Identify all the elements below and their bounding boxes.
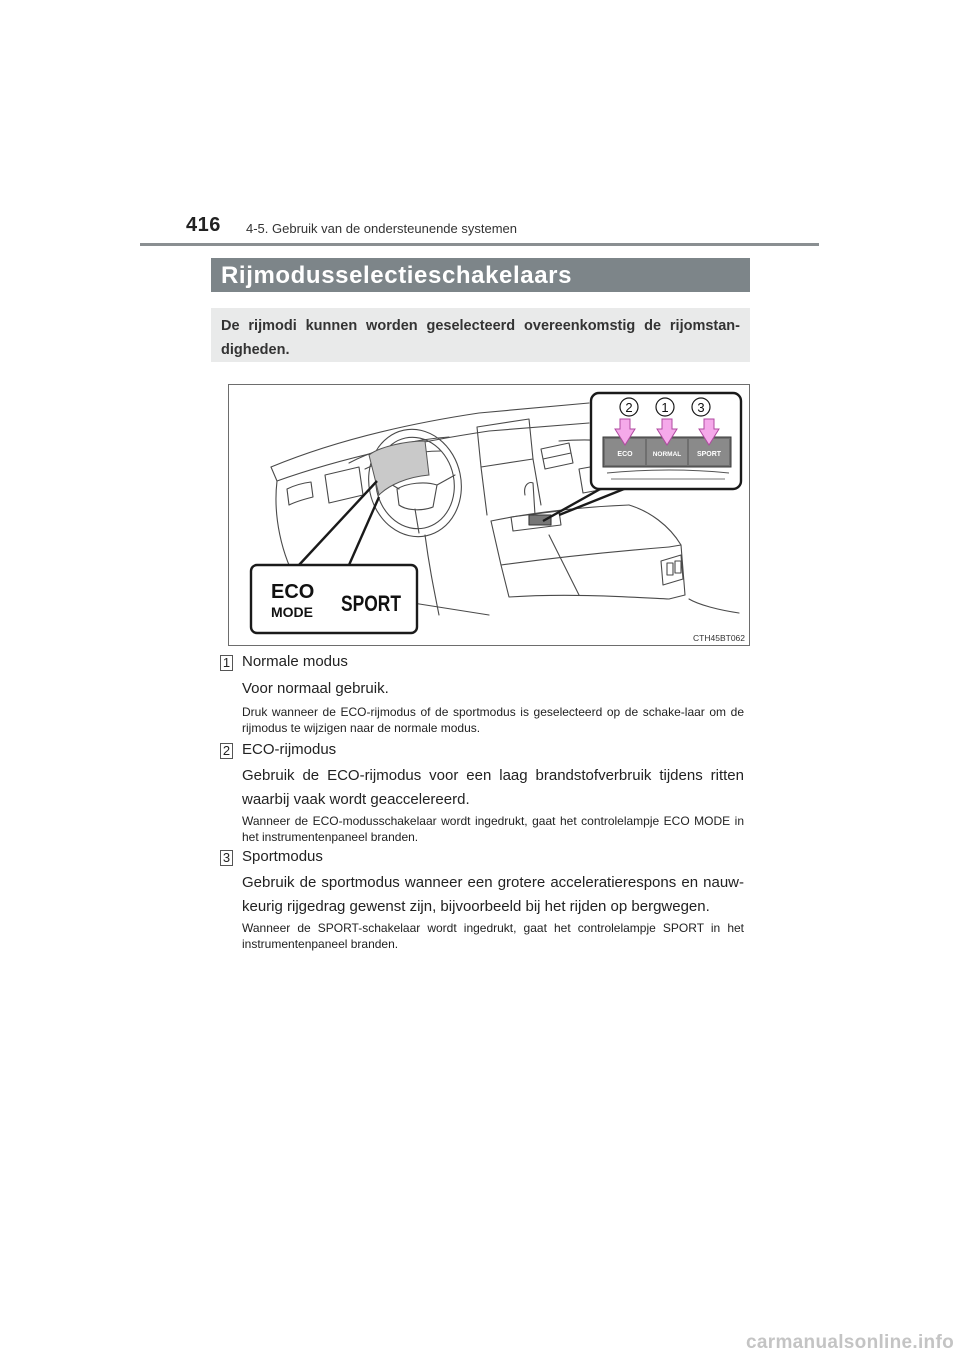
switch-label-normal: NORMAL (652, 451, 682, 458)
watermark: carmanualsonline.info (746, 1332, 954, 1353)
callout-1: 1 (661, 400, 669, 415)
running-head: 4-5. Gebruik van de ondersteunende systemen (246, 221, 518, 236)
item-lead-normal: Voor normaal gebruik. (242, 680, 389, 697)
intro-box (211, 308, 750, 362)
indicator-sport: SPORT (341, 591, 402, 616)
item-lead-eco: Gebruik de ECO-rijmodus voor een laag brandstofverbruik tijdens ritten waarbij vaak wordt geaccelereerd. (242, 767, 744, 808)
item-title-eco: ECO-rijmodus (242, 741, 337, 758)
item-marker-3: 3 (220, 850, 233, 866)
switch-label-eco: ECO (617, 451, 633, 458)
callout-3: 3 (697, 400, 705, 415)
item-marker-2: 2 (220, 743, 233, 759)
item-marker-1: 1 (220, 655, 233, 671)
item-note-normal: Druk wanneer de ECO-rijmodus of de sportmodus is geselecteerd op de schake-laar om de rijmodus te wijzigen naar de normale modus. (242, 705, 744, 735)
item-note-sport: Wanneer de SPORT-schakelaar wordt ingedrukt, gaat het controlelampje SPORT in het instrumentenpaneel branden. (242, 921, 744, 951)
item-title-sport: Sportmodus (242, 848, 323, 865)
figure-code: CTH45BT062 (693, 633, 745, 643)
switch-label-sport: SPORT (696, 451, 722, 458)
dashboard-drawing (229, 385, 749, 645)
item-lead-sport: Gebruik de sportmodus wanneer een grotere acceleratierespons en nauw-keurig rijgedrag gewenst zijn, bijvoorbeeld bij het rijden op bergwegen. (242, 874, 744, 915)
dashboard-illustration (228, 384, 750, 646)
intro-text: De rijmodi kunnen worden geselecteerd overeenkomstig de rijomstan-digheden. (221, 318, 740, 358)
callout-2: 2 (625, 400, 633, 415)
indicator-eco-line2: MODE (271, 604, 313, 620)
item-note-eco: Wanneer de ECO-modusschakelaar wordt ingedrukt, gaat het controlelampje ECO MODE in het instrumentenpaneel branden. (242, 814, 744, 844)
item-title-normal: Normale modus (242, 653, 348, 670)
header-rule (140, 243, 819, 246)
page-number: 416 (186, 214, 221, 236)
section-title: Rijmodusselectieschakelaars (211, 258, 750, 292)
indicator-eco-line1: ECO (271, 581, 315, 603)
